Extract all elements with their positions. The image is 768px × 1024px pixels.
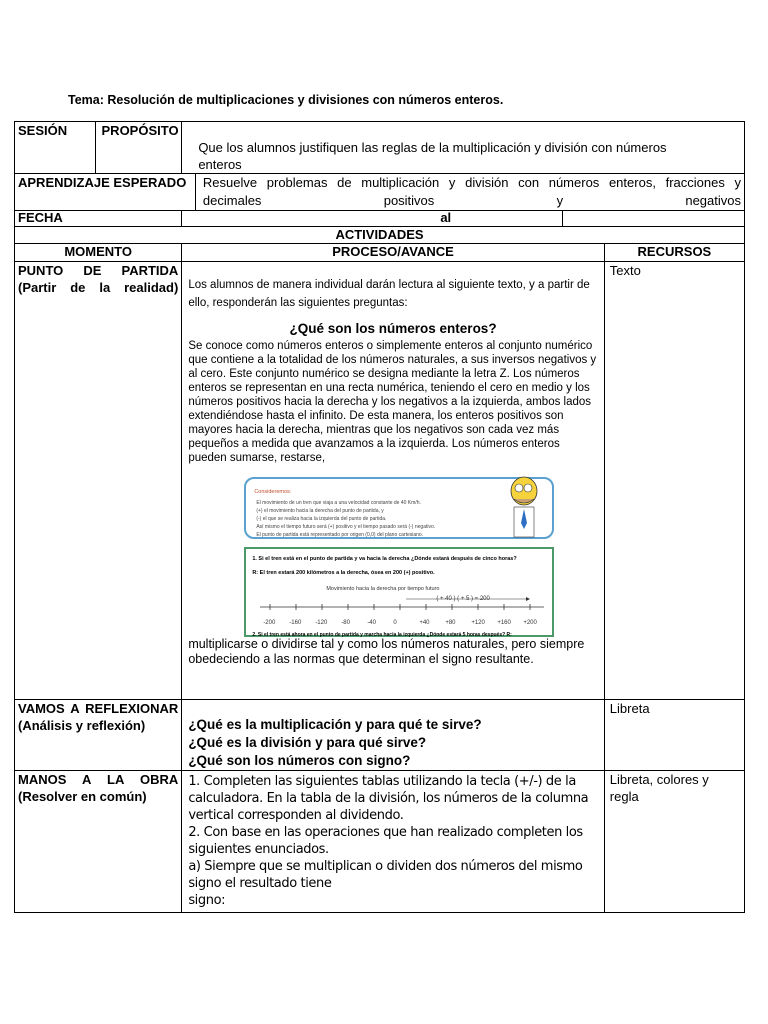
number-line-tick-label: -80 <box>341 620 350 626</box>
vamos-label: VAMOS A REFLEXIONAR (Análisis y reflexión) <box>15 700 182 771</box>
manos-label: MANOS A LA OBRA (Resolver en común) <box>15 771 182 913</box>
manos-p1: 1. Completen las siguientes tablas utilizando la tecla (+/-) de la calculadora. En la tabla de la división, los números de la columna vertical corresponden al dividendo. <box>188 774 589 823</box>
figure-line: (+) el movimiento hacia la derecha del punto de partida, y <box>256 508 384 514</box>
number-line-tick-label: +160 <box>497 620 511 626</box>
sesion-label: SESIÓN <box>15 122 96 174</box>
figure-q1: 1. Si el tren está en el punto de partida y va hacia la derecha ¿Dónde estará después de cinco horas? <box>252 556 517 562</box>
number-line-tick-label: -120 <box>315 620 328 626</box>
number-line-tick-label: +200 <box>523 620 537 626</box>
row-punto-partida <box>15 262 745 700</box>
recurso-libreta-colores: Libreta, colores y regla <box>604 771 744 913</box>
proposito-label: PROPÓSITO <box>95 122 182 174</box>
number-line-tick-label: -40 <box>367 620 376 626</box>
col-momento: MOMENTO <box>15 244 182 262</box>
number-line-tick-label: +80 <box>445 620 456 626</box>
consideremos-title: Consideremos: <box>254 489 292 495</box>
train-figure <box>244 477 554 637</box>
fecha-end <box>562 211 744 227</box>
number-line-tick-label: +120 <box>471 620 485 626</box>
enteros-reading-end: multiplicarse o dividirse tal y como los números naturales, pero siempre obedeciendo a las normas que determinan el signo resultante. <box>188 637 585 666</box>
recurso-libreta: Libreta <box>604 700 744 771</box>
row-vamos <box>15 700 745 771</box>
recurso-texto: Texto <box>604 262 744 700</box>
figure-q2: 2. Si el tren está ahora en el punto de partida y marcha hacia la izquierda ¿Dónde estará 5 horas después? R: <box>252 632 512 638</box>
al-label: al <box>182 211 563 227</box>
row-columns <box>15 244 745 262</box>
row-manos <box>15 771 745 913</box>
enteros-question: ¿Qué son los números enteros? <box>289 321 497 336</box>
vamos-content <box>182 700 604 771</box>
figure-formula: ( + 40 ) ( + 5 ) = 200 <box>436 596 490 602</box>
punto-partida-label: PUNTO DE PARTIDA (Partir de la realidad) <box>15 262 182 700</box>
figure-movement: Movimiento hacia la derecha por tiempo futuro <box>326 586 440 592</box>
manos-p3b: signo: <box>188 893 226 908</box>
consideremos-box <box>244 477 554 539</box>
proposito-text: Que los alumnos justifiquen las reglas de la multiplicación y división con números enteros <box>182 122 745 174</box>
punto-partida-content <box>182 262 604 700</box>
col-recursos: RECURSOS <box>604 244 744 262</box>
number-line-tick-label: 0 <box>393 620 397 626</box>
figure-line: Así mismo el tiempo futuro será (+) positivo y el tiempo pasado será (-) negativo. <box>256 524 436 530</box>
figure-line: El movimiento de un tren que viaja a una velocidad constante de 40 Km/h. <box>256 500 421 506</box>
manos-p3a: a) Siempre que se multiplican o dividen dos números del mismo signo el resultado tiene <box>188 859 583 891</box>
number-line-box <box>244 547 554 637</box>
question-multiplicacion: ¿Qué es la multiplicación y para qué te sirve? <box>188 717 482 732</box>
figure-answer: R: El tren estará 200 kilómetros a la derecha, ósea en 200 (+) positivo. <box>252 570 435 576</box>
manos-p2: 2. Con base en las operaciones que han realizado completen los siguientes enunciados. <box>188 825 583 857</box>
row-aprendizaje <box>15 174 745 211</box>
manos-content <box>182 771 604 913</box>
number-line-tick-label: -160 <box>289 620 302 626</box>
row-fecha <box>15 211 745 227</box>
page-title: Tema: Resolución de multiplicaciones y divisiones con números enteros. <box>68 93 504 107</box>
figure-line: (-) el que se realiza hacia la izquierda del punto de partida. <box>256 516 387 522</box>
cartoon-character-icon <box>502 473 546 539</box>
row-sesion <box>15 122 745 174</box>
figure-line: El punto de partida está representado por origen (0,0) del plano cartesiano. <box>256 532 424 538</box>
row-actividades <box>15 227 745 244</box>
aprendizaje-label: APRENDIZAJE ESPERADO <box>15 174 196 211</box>
aprendizaje-text: Resuelve problemas de multiplicación y división con números enteros, fracciones y decimales positivos y negativos <box>195 174 744 211</box>
number-line-tick-label: +40 <box>419 620 430 626</box>
col-proceso: PROCESO/AVANCE <box>182 244 604 262</box>
question-division: ¿Qué es la división y para qué sirve? <box>188 735 427 750</box>
enteros-reading: Se conoce como números enteros o simplemente enteros al conjunto numérico que contiene a la totalidad de los números naturales, a sus inversos negativos y al cero. Este conjunto numérico se designa mediante la letra Z. Los números enteros se representan en una recta numérica, teniendo el cero en medio y los números positivos hacia la derecha y los negativos a la izquierda, ambos lados extendiéndose hasta el infinito. De esta manera, los enteros positivos son mayores hacia la derecha, mientras que los negativos son cada vez más pequeños a medida que avanzamos a la izquierda. Los números enteros pueden sumarse, restarse, <box>188 340 597 464</box>
lesson-plan-table <box>14 121 745 913</box>
actividades-heading: ACTIVIDADES <box>15 227 745 244</box>
fecha-label: FECHA <box>15 211 182 227</box>
number-line-tick-label: -200 <box>263 620 276 626</box>
punto-intro: Los alumnos de manera individual darán lectura al siguiente texto, y a partir de ello, responderán las siguientes preguntas: <box>188 279 590 309</box>
question-signo: ¿Qué son los números con signo? <box>188 753 411 768</box>
